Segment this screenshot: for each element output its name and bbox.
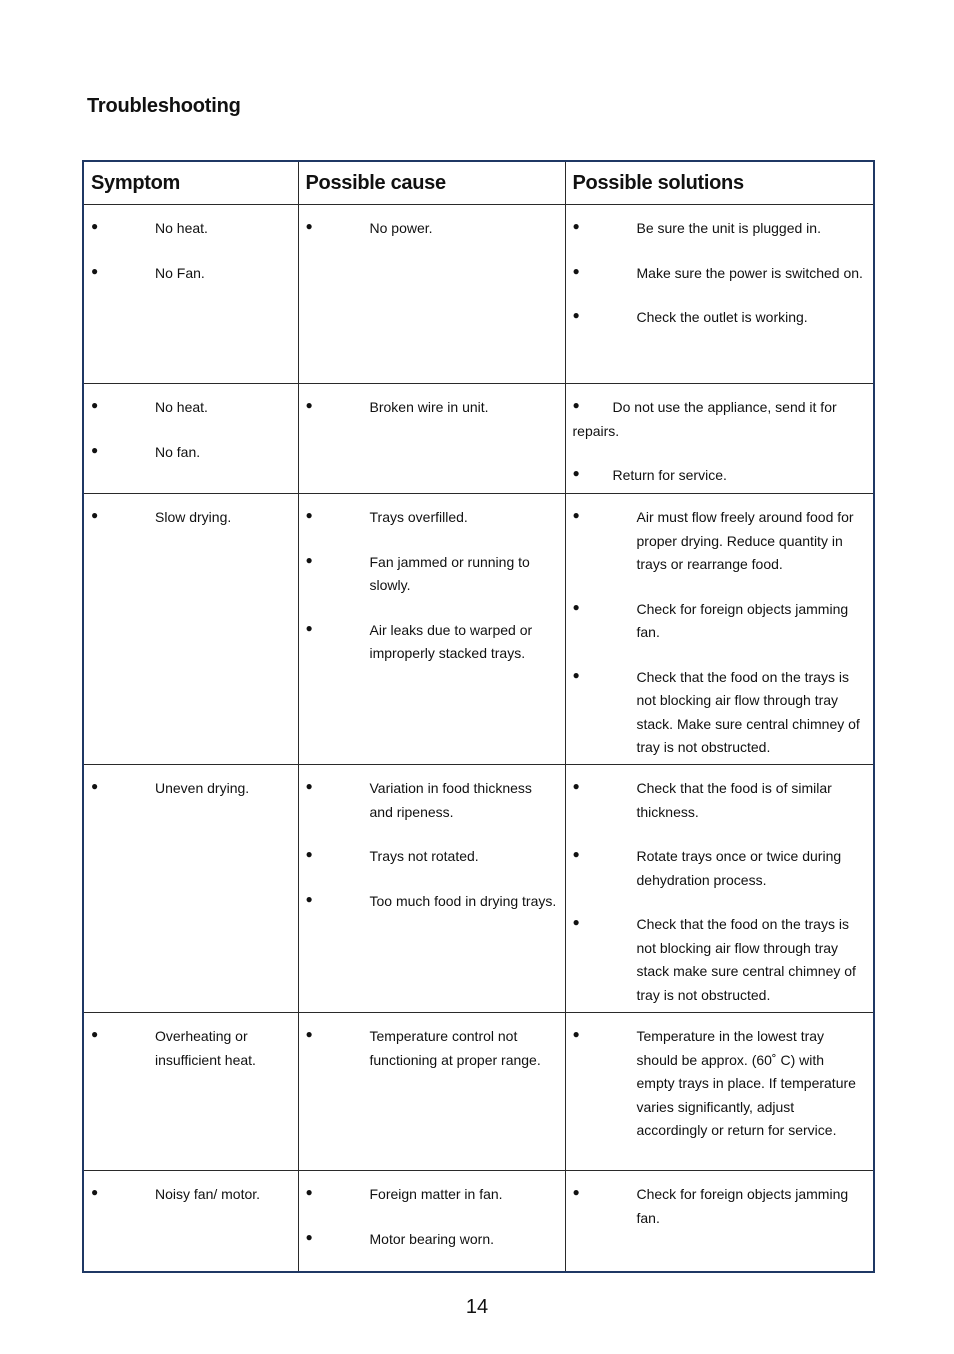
list-item: ● Variation in food thickness and ripeness. [306,777,558,824]
solutions-list [573,217,867,330]
list-item: ● Trays overfilled. [306,506,558,530]
table-row [83,765,874,1013]
page-title: Troubleshooting [87,95,241,117]
cause-cell [298,205,565,384]
solutions-list [573,396,867,488]
table-row [83,384,874,494]
list-item: ● Rotate trays once or twice during dehydration process. [573,845,867,892]
list-item: ● Too much food in drying trays. [306,890,558,914]
table-row [83,1171,874,1272]
solutions-cell [565,1013,874,1171]
list-item: ● Be sure the unit is plugged in. [573,217,867,241]
list-item: ● Return for service. [573,464,867,488]
list-item: ● Check that the food on the trays is not blocking air flow through tray stack. Make sure central chimney of tray is not obstructed. [573,666,867,760]
symptom-list [91,1025,291,1072]
cause-list [306,1183,558,1251]
list-item: ● No power. [306,217,558,241]
list-item: ● Trays not rotated. [306,845,558,869]
cause-list [306,506,558,666]
list-item: ● No heat. [91,396,291,420]
list-item: ● Foreign matter in fan. [306,1183,558,1207]
solutions-list [573,1183,867,1230]
symptom-cell [83,384,298,494]
symptom-cell [83,1171,298,1272]
cause-list [306,396,558,420]
list-item: ● Fan jammed or running to slowly. [306,551,558,598]
list-item: ● No heat. [91,217,291,241]
solutions-cell [565,765,874,1013]
list-item: ● Motor bearing worn. [306,1228,558,1252]
list-item: ● Broken wire in unit. [306,396,558,420]
table-row [83,205,874,384]
list-item: ● Temperature control not functioning at proper range. [306,1025,558,1072]
cause-cell [298,494,565,765]
list-item: ● Check for foreign objects jamming fan. [573,1183,867,1230]
symptom-list [91,777,291,801]
list-item: ● Check the outlet is working. [573,306,867,330]
cause-cell [298,1013,565,1171]
list-item: ● Do not use the appliance, send it for repairs. [573,396,867,443]
solutions-list [573,777,867,1007]
solutions-cell [565,1171,874,1272]
list-item: ● Check that the food is of similar thickness. [573,777,867,824]
cause-cell [298,765,565,1013]
page-number: 14 [465,1296,489,1318]
list-item: ● Check for foreign objects jamming fan. [573,598,867,645]
symptom-list [91,506,291,530]
symptom-cell [83,205,298,384]
symptom-list [91,217,291,285]
list-item: ● No fan. [91,441,291,465]
header-possible-cause: Possible cause [298,161,565,205]
solutions-list [573,506,867,760]
troubleshooting-table [82,160,875,1273]
list-item: ● Uneven drying. [91,777,291,801]
list-item: ● Temperature in the lowest tray should be approx. (60˚ C) with empty trays in place. If temperature varies significantly, adjust accordingly or return for service. [573,1025,867,1143]
list-item: ● Slow drying. [91,506,291,530]
symptom-cell [83,1013,298,1171]
list-item: ● Overheating or insufficient heat. [91,1025,291,1072]
cause-cell [298,384,565,494]
solutions-cell [565,384,874,494]
symptom-cell [83,765,298,1013]
solutions-list [573,1025,867,1143]
symptom-list [91,1183,291,1207]
table-header-row [83,161,874,205]
list-item: ● Noisy fan/ motor. [91,1183,291,1207]
symptom-list [91,396,291,464]
solutions-cell [565,205,874,384]
list-item: ● Check that the food on the trays is not blocking air flow through tray stack make sure central chimney of tray is not obstructed. [573,913,867,1007]
header-possible-solutions: Possible solutions [565,161,874,205]
table-row [83,494,874,765]
list-item: ● Air leaks due to warped or improperly stacked trays. [306,619,558,666]
symptom-cell [83,494,298,765]
list-item: ● Air must flow freely around food for proper drying. Reduce quantity in trays or rearrange food. [573,506,867,577]
cause-list [306,217,558,241]
list-item: ● Make sure the power is switched on. [573,262,867,286]
list-item: ● No Fan. [91,262,291,286]
table-row [83,1013,874,1171]
header-symptom: Symptom [83,161,298,205]
cause-list [306,777,558,913]
solutions-cell [565,494,874,765]
cause-cell [298,1171,565,1272]
cause-list [306,1025,558,1072]
